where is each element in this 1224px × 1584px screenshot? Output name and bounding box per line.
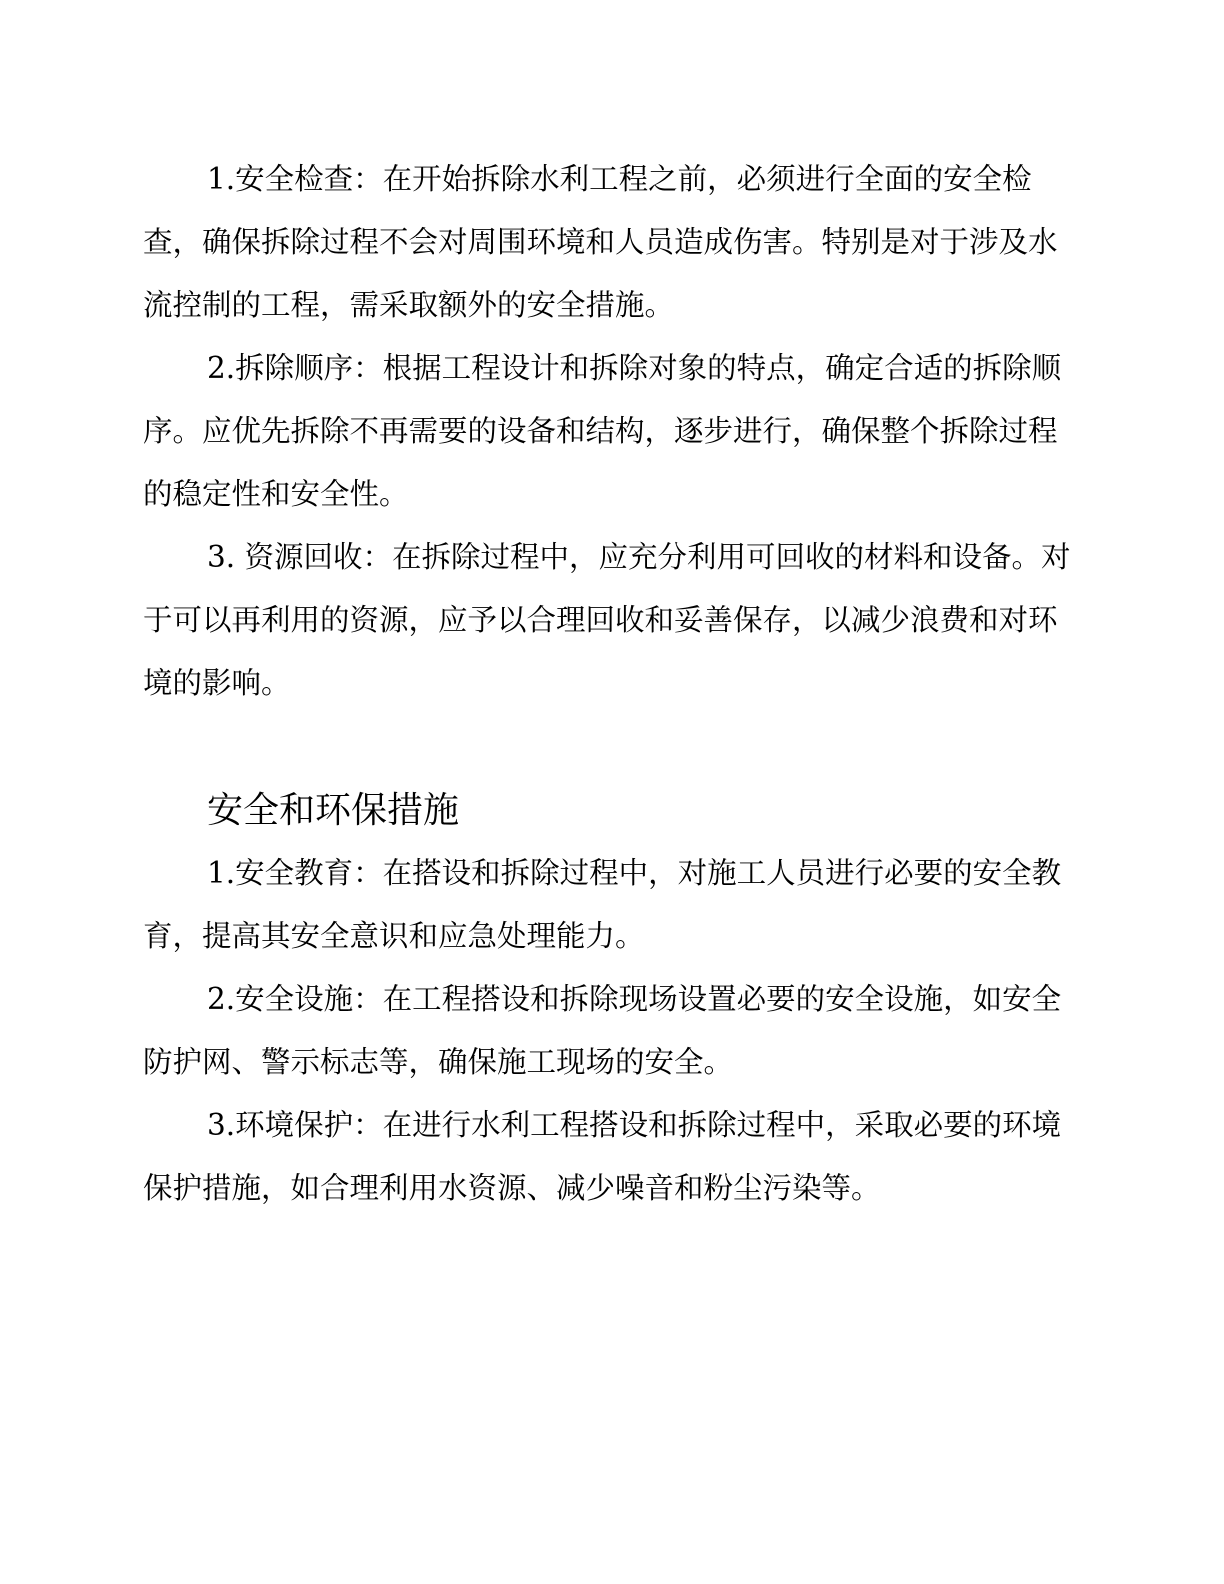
paragraph-safety-education: 1.安全教育：在搭设和拆除过程中，对施工人员进行必要的安全教育，提高其安全意识和应急处理能力。 bbox=[143, 856, 1062, 953]
document-body bbox=[143, 148, 1073, 1220]
section-heading: 安全和环保措施 bbox=[207, 790, 460, 831]
paragraph-demolition-order: 2.拆除顺序：根据工程设计和拆除对象的特点，确定合适的拆除顺序。应优先拆除不再需要的设备和结构，逐步进行，确保整个拆除过程的稳定性和安全性。 bbox=[143, 351, 1062, 511]
paragraph-environment-protection: 3.环境保护：在进行水利工程搭设和拆除过程中，采取必要的环境保护措施，如合理利用水资源、减少噪音和粉尘污染等。 bbox=[143, 1108, 1062, 1205]
paragraph-safety-facilities: 2.安全设施：在工程搭设和拆除现场设置必要的安全设施，如安全防护网、警示标志等，确保施工现场的安全。 bbox=[143, 982, 1062, 1079]
paragraph-safety-inspection: 1.安全检查：在开始拆除水利工程之前，必须进行全面的安全检查，确保拆除过程不会对周围环境和人员造成伤害。特别是对于涉及水流控制的工程，需采取额外的安全措施。 bbox=[143, 162, 1058, 322]
paragraph-resource-recovery: 3. 资源回收：在拆除过程中，应充分利用可回收的材料和设备。对于可以再利用的资源，应予以合理回收和妥善保存，以减少浪费和对环境的影响。 bbox=[143, 540, 1071, 700]
